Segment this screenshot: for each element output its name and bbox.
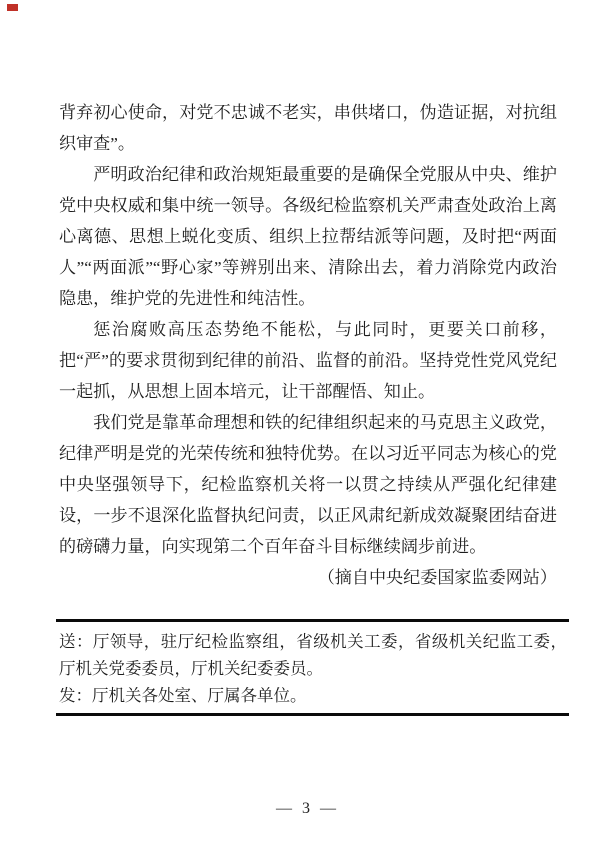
body-paragraph: 惩治腐败高压态势绝不能松，与此同时，更要关口前移，把“严”的要求贯彻到纪律的前沿、监督的前沿。坚持党性党风党纪一起抓，从思想上固本培元，让干部醒悟、知止。: [59, 320, 557, 401]
distribution-send-line: 送：厅领导，驻厅纪检监察组，省级机关工委，省级机关纪监工委，厅机关党委委员，厅机关纪委委员。: [59, 632, 567, 678]
distribution-block: [56, 619, 569, 716]
body-paragraph: 严明政治纪律和政治规矩最重要的是确保全党服从中央、维护党中央权威和集中统一领导。各级纪检监察机关严肃查处政治上离心离德、思想上蜕化变质、组织上拉帮结派等问题，及时把“两面人”“两面派”“野心家”等辨别出来、清除出去，着力消除党内政治隐患，维护党的先进性和纯洁性。: [59, 165, 557, 308]
red-registration-mark: [7, 4, 18, 11]
page-number: — 3 —: [276, 800, 339, 817]
document-body: [59, 97, 557, 593]
body-paragraph: 背弃初心使命，对党不忠诚不老实，串供堵口，伪造证据，对抗组织审查”。: [59, 103, 557, 153]
source-attribution: （摘自中央纪委国家监委网站）: [317, 568, 557, 587]
distribution-issue-line: 发：厅机关各处室、厅属各单位。: [59, 686, 307, 705]
body-paragraph: 我们党是靠革命理想和铁的纪律组织起来的马克思主义政党，纪律严明是党的光荣传统和独特优势。在以习近平同志为核心的党中央坚强领导下，纪检监察机关将一以贯之持续从严强化纪律建设，一步不退深化监督执纪问责，以正风肃纪新成效凝聚团结奋进的磅礴力量，向实现第二个百年奋斗目标继续阔步前进。: [59, 413, 557, 556]
